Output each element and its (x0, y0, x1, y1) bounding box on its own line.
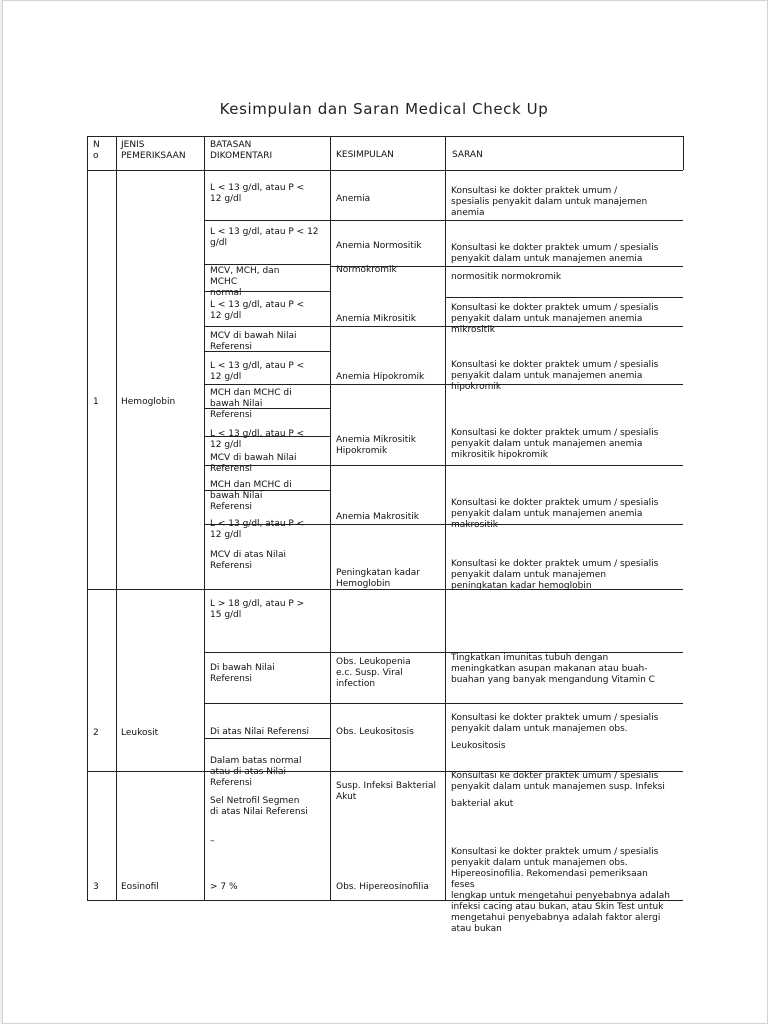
row-divider (445, 297, 683, 298)
batasan-cell: – (210, 836, 215, 846)
batasan-cell: L < 13 g/dl, atau P < 12 g/dl (210, 361, 305, 382)
group-number: 3 (93, 882, 99, 892)
batasan-cell: L > 18 g/dl, atau P > 15 g/dl (210, 599, 305, 620)
kesimpulan-cell: Anemia Normositik (336, 241, 422, 251)
batasan-cell: Sel Netrofil Segmen di atas Nilai Referensi (210, 796, 308, 817)
header-batasan-dikomentari: BATASAN DIKOMENTARI (210, 140, 273, 161)
saran-cell: bakterial akut (451, 799, 514, 809)
group-jenis: Hemoglobin (121, 397, 176, 407)
saran-cell: Konsultasi ke dokter praktek umum / spesialis penyakit dalam untuk manajemen anemia makrositik (451, 498, 659, 530)
row-divider (204, 220, 330, 221)
kesimpulan-cell: Obs. Leukopenia e.c. Susp. Viral infection (336, 657, 411, 689)
row-divider (204, 384, 330, 385)
saran-cell: normositik normokromik (451, 272, 562, 282)
batasan-cell: MCH dan MCHC di bawah Nilai Referensi (210, 480, 292, 512)
saran-cell: Konsultasi ke dokter praktek umum / spesialis penyakit dalam untuk manajemen anemia mikrositik hipokromik (451, 428, 659, 460)
saran-cell: Konsultasi ke dokter praktek umum / spesialis penyakit dalam untuk manajemen anemia hipokromik (451, 360, 659, 392)
group-jenis: Eosinofil (121, 882, 159, 892)
header-divider (87, 170, 683, 171)
kesimpulan-cell: Anemia (336, 194, 371, 204)
column-divider (445, 136, 446, 900)
saran-cell: Konsultasi ke dokter praktek umum / spesialis penyakit dalam untuk manajemen peningkatan kadar hemoglobin (451, 559, 659, 591)
kesimpulan-cell: Obs. Leukositosis (336, 727, 414, 737)
group-divider (87, 589, 204, 590)
kesimpulan-cell: Peningkatan kadar Hemoglobin (336, 568, 420, 589)
saran-cell: Konsultasi ke dokter praktek umum / spesialis penyakit dalam untuk manajemen anemia (451, 186, 648, 218)
batasan-cell: MCH dan MCHC di bawah Nilai Referensi (210, 388, 292, 420)
column-divider (330, 136, 331, 900)
column-divider (87, 136, 88, 900)
table-border-top (87, 136, 683, 137)
batasan-cell: L < 13 g/dl, atau P < 12 g/dl (210, 300, 305, 321)
batasan-cell: L < 13 g/dl, atau P < 12 g/dl (210, 227, 319, 248)
kesimpulan-cell: Obs. Hipereosinofilia (336, 882, 429, 892)
saran-cell: Leukositosis (451, 741, 506, 751)
row-divider (204, 703, 330, 704)
saran-cell: Konsultasi ke dokter praktek umum / spesialis penyakit dalam untuk manajemen anemia (451, 243, 659, 264)
header-kesimpulan: KESIMPULAN (336, 150, 394, 160)
saran-cell: Konsultasi ke dokter praktek umum / spesialis penyakit dalam untuk manajemen susp. Infeksi (451, 771, 665, 792)
batasan-cell: MCV di atas Nilai Referensi (210, 550, 286, 571)
batasan-cell: L < 13 g/dl, atau P < 12 g/dl (210, 519, 305, 540)
saran-cell: Konsultasi ke dokter praktek umum / spesialis penyakit dalam untuk manajemen obs. (451, 713, 659, 734)
group-number: 2 (93, 728, 99, 738)
batasan-cell: Di bawah Nilai Referensi (210, 663, 275, 684)
group-divider (87, 771, 204, 772)
kesimpulan-cell: Anemia Hipokromik (336, 372, 425, 382)
row-divider (330, 465, 683, 466)
column-divider (204, 136, 205, 900)
row-divider (204, 326, 330, 327)
kesimpulan-cell: Anemia Mikrositik (336, 314, 416, 324)
row-divider (330, 220, 683, 221)
row-divider (330, 703, 683, 704)
kesimpulan-cell: Anemia Makrositik (336, 512, 419, 522)
batasan-cell: Di atas Nilai Referensi (210, 727, 310, 737)
kesimpulan-cell: Normokromik (336, 265, 397, 275)
kesimpulan-cell: Anemia Mikrositik Hipokromik (336, 435, 416, 456)
batasan-cell: Dalam batas normal atau di atas Nilai Referensi (210, 756, 302, 788)
kesimpulan-cell: Susp. Infeksi Bakterial Akut (336, 781, 437, 802)
saran-cell: Konsultasi ke dokter praktek umum / spesialis penyakit dalam untuk manajemen anemia mikrositik (451, 303, 659, 335)
row-divider (204, 264, 330, 265)
row-divider (204, 589, 330, 590)
document-title: Kesimpulan dan Saran Medical Check Up (219, 100, 549, 118)
saran-cell: Konsultasi ke dokter praktek umum / spesialis penyakit dalam untuk manajemen obs. Hipereosinofilia. Rekomendasi pemeriksaan feses lengkap untuk mengetahui penyebabnya adalah infeksi cacing atau bukan, atau Skin Test untuk mengetahui penyebabnya adalah faktor alergi atau bukan (451, 847, 671, 934)
batasan-cell: MCV di bawah Nilai Referensi (210, 453, 297, 474)
saran-cell: Tingkatkan imunitas tubuh dengan meningkatkan asupan makanan atau buah- buahan yang banyak mengandung Vitamin C (451, 653, 655, 685)
column-divider (116, 136, 117, 900)
batasan-cell: L < 13 g/dl, atau P < 12 g/dl (210, 429, 305, 450)
header-saran: SARAN (452, 150, 483, 160)
column-divider (683, 136, 684, 170)
header-no: N o (93, 140, 100, 161)
batasan-cell: MCV di bawah Nilai Referensi (210, 331, 297, 352)
batasan-cell: L < 13 g/dl, atau P < 12 g/dl (210, 183, 305, 204)
header-jenis-pemeriksaan: JENIS PEMERIKSAAN (121, 140, 186, 161)
row-divider (204, 738, 330, 739)
batasan-cell: > 7 % (210, 882, 238, 892)
row-divider (204, 652, 330, 653)
batasan-cell: MCV, MCH, dan MCHC normal (210, 266, 280, 298)
group-jenis: Leukosit (121, 728, 159, 738)
group-number: 1 (93, 397, 99, 407)
